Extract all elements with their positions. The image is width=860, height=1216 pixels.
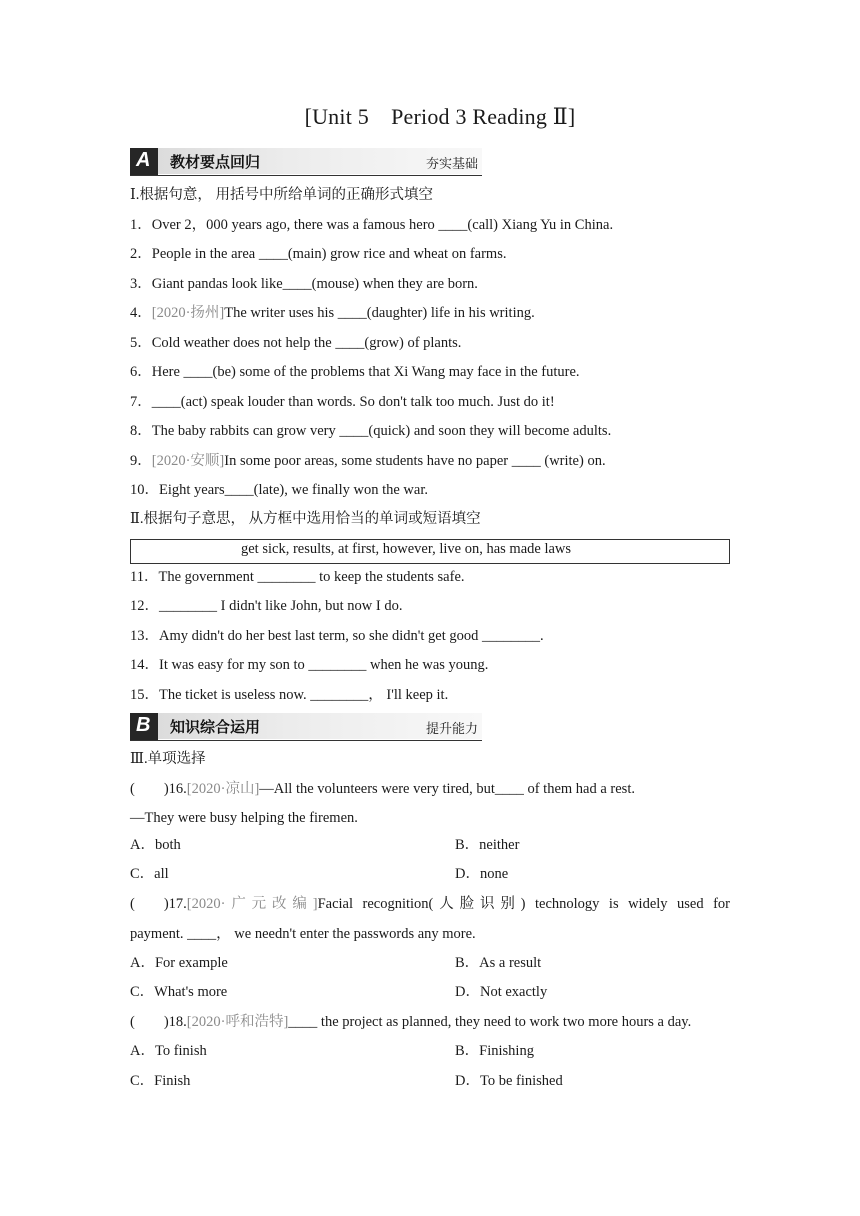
q17-option-a: A．For example [130, 955, 228, 971]
question-16-line2: —They were busy helping the firemen. [130, 810, 358, 826]
q16-option-a: A．both [130, 837, 181, 853]
question-18: ( )18.[2020·呼和浩特]____ the project as planned, they need to work two more hours a day. [130, 1014, 692, 1030]
section-b-tag: 提升能力 [425, 722, 478, 737]
question-7: 7．____(act) speak louder than words. So don't talk too much. Just do it! [130, 394, 555, 410]
q18-option-c: C．Finish [130, 1073, 191, 1089]
q17-option-c: C．What's more [130, 984, 228, 1000]
section-b-banner [130, 713, 482, 741]
question-1: 1．Over 2，000 years ago, there was a famous hero ____(call) Xiang Yu in China. [130, 217, 614, 233]
question-10: 10．Eight years____(late), we finally won the war. [130, 482, 428, 498]
question-9: 9．[2020·安顺]In some poor areas, some students have no paper ____ (write) on. [130, 453, 606, 469]
source-tag: [2020·安顺] [151, 453, 225, 469]
question-6: 6．Here ____(be) some of the problems that Xi Wang may face in the future. [130, 364, 580, 380]
question-4: 4．[2020·扬州]The writer uses his ____(daughter) life in his writing. [130, 305, 535, 321]
q16-option-c: C．all [130, 866, 169, 882]
question-8: 8．The baby rabbits can grow very ____(quick) and soon they will become adults. [130, 423, 612, 439]
question-2: 2．People in the area ____(main) grow rice and wheat on farms. [130, 246, 507, 262]
q18-option-b: B．Finishing [455, 1043, 534, 1059]
question-14: 14．It was easy for my son to ________ when he was young. [130, 657, 489, 673]
question-11: 11．The government ________ to keep the students safe. [130, 569, 465, 585]
q17-option-b: B．As a result [455, 955, 542, 971]
part3-heading: Ⅲ.单项选择 [130, 751, 206, 767]
source-tag: [2020·扬州] [151, 305, 225, 321]
q18-option-a: A．To finish [130, 1043, 207, 1059]
part2-heading: Ⅱ.根据句子意思， 从方框中选用恰当的单词或短语填空 [130, 511, 481, 527]
section-a-banner [130, 148, 482, 176]
q18-option-d: D．To be finished [455, 1073, 563, 1089]
part1-heading: Ⅰ.根据句意， 用括号中所给单词的正确形式填空 [130, 187, 433, 203]
q16-option-d: D．none [455, 866, 509, 882]
section-a-badge: A [130, 148, 158, 176]
page-title: [Unit 5 Period 3 Reading Ⅱ] [304, 104, 576, 129]
section-b-heading: 知识综合运用 [170, 718, 261, 736]
question-13: 13．Amy didn't do her best last term, so she didn't get good ________. [130, 628, 544, 644]
question-12: 12．________ I didn't like John, but now I do. [130, 598, 403, 614]
question-17: ( )17.[2020·广元改编]Facial recognition(人脸识别) technology is widely used for [130, 896, 730, 912]
section-a-heading: 教材要点回归 [170, 153, 261, 171]
question-5: 5．Cold weather does not help the ____(grow) of plants. [130, 335, 462, 351]
section-b-badge: B [130, 713, 158, 741]
source-tag: [2020·呼和浩特] [186, 1014, 289, 1030]
word-box: get sick, results, at first, however, live on, has made laws [130, 539, 730, 564]
question-17-line2: payment. ____， we needn't enter the passwords any more. [130, 926, 476, 942]
question-16: ( )16.[2020·凉山]—All the volunteers were very tired, but____ of them had a rest. [130, 781, 635, 797]
source-tag: [2020·凉山] [186, 781, 260, 797]
question-3: 3．Giant pandas look like____(mouse) when they are born. [130, 276, 478, 292]
q16-option-b: B．neither [455, 837, 520, 853]
question-15: 15．The ticket is useless now. ________， I'll keep it. [130, 687, 449, 703]
q17-option-d: D．Not exactly [455, 984, 548, 1000]
source-tag: [2020·广元改编] [186, 896, 318, 912]
section-a-tag: 夯实基础 [425, 157, 478, 172]
